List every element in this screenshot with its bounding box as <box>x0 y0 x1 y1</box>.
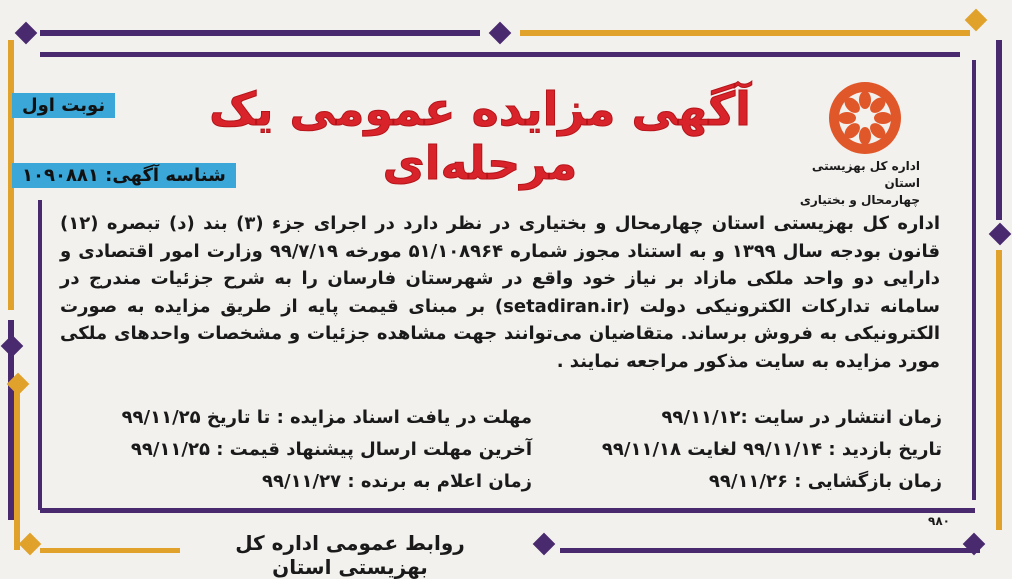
organization-name <box>790 158 920 209</box>
ad-code: ۹۸۰ <box>928 514 950 528</box>
public-relations-signature: روابط عمومی اداره کل بهزیستی استان <box>235 531 465 579</box>
frame-diamond-top-left <box>15 22 38 45</box>
frame-right-purple <box>996 40 1002 220</box>
bid-deadline: آخرین مهلت ارسال پیشنهاد قیمت : ۹۹/۱۱/۲۵ <box>130 439 532 460</box>
winner-announcement: زمان اعلام به برنده : ۹۹/۱۱/۲۷ <box>262 471 532 492</box>
frame-diamond-left <box>1 335 24 358</box>
ad-id-badge: شناسه آگهی: ۱۰۹۰۸۸۱ <box>12 163 236 188</box>
organization-line1: اداره کل بهزیستی استان <box>811 159 920 190</box>
publish-date: زمان انتشار در سایت :۹۹/۱۱/۱۲ <box>661 407 942 428</box>
frame-top-purple <box>40 30 480 36</box>
frame-inner-top <box>40 52 960 57</box>
frame-diamond-bottom <box>533 533 556 556</box>
document-deadline: مهلت در یافت اسناد مزایده : تا تاریخ ۹۹/۱۱/۲۵ <box>121 407 532 428</box>
organization-line2: چهارمحال و بختیاری <box>799 193 920 207</box>
frame-bottom-gold <box>40 548 180 553</box>
frame-right-inner <box>972 60 976 500</box>
opening-date: زمان بازگشایی : ۹۹/۱۱/۲۶ <box>708 471 942 492</box>
frame-left-inner <box>38 200 42 510</box>
frame-diamond-bottom-left <box>19 533 42 556</box>
round-badge: نوبت اول <box>12 93 115 118</box>
frame-diamond-right <box>989 223 1012 246</box>
frame-bottom-purple <box>560 548 980 553</box>
frame-left-gold-low <box>14 390 20 550</box>
frame-bottom-inner <box>40 508 975 513</box>
notice-body: اداره کل بهزیستی استان چهارمحال و بختیاری در نظر دارد در اجرای جزء (۳) بند (د) تبصره (۱۲) قانون بودجه سال ۱۳۹۹ و به استناد مجوز شماره ۵۱/۱۰۸۹۶۴ مورخه ۹۹/۷/۱۹ وزارت امور اقتصادی و دارایی دو واحد ملکی مازاد بر نیاز خود واقع در شهرستان فارسان را به شرح جزئیات مندرج در سامانه تدارکات الکترونیکی دولت (setadiran.ir) بر مبنای قیمت پایه از طریق مزایده به صورت الکترونیکی به فروش برساند. متقاضیان می‌توانند جهت مشاهده جزئیات و مشخصات واحدهای ملکی مورد مزایده به سایت مذکور مراجعه نمایند . <box>60 213 941 372</box>
frame-right-gold <box>996 250 1002 530</box>
visit-date: تاریخ بازدید : ۹۹/۱۱/۱۴ لغایت ۹۹/۱۱/۱۸ <box>601 439 942 460</box>
frame-diamond-top-right <box>965 9 988 32</box>
notice-title: آگهی مزایده عمومی یک مرحله‌ای <box>209 82 751 190</box>
flower-emblem-icon <box>825 78 905 158</box>
frame-diamond-top <box>489 22 512 45</box>
frame-top-gold <box>520 30 970 36</box>
